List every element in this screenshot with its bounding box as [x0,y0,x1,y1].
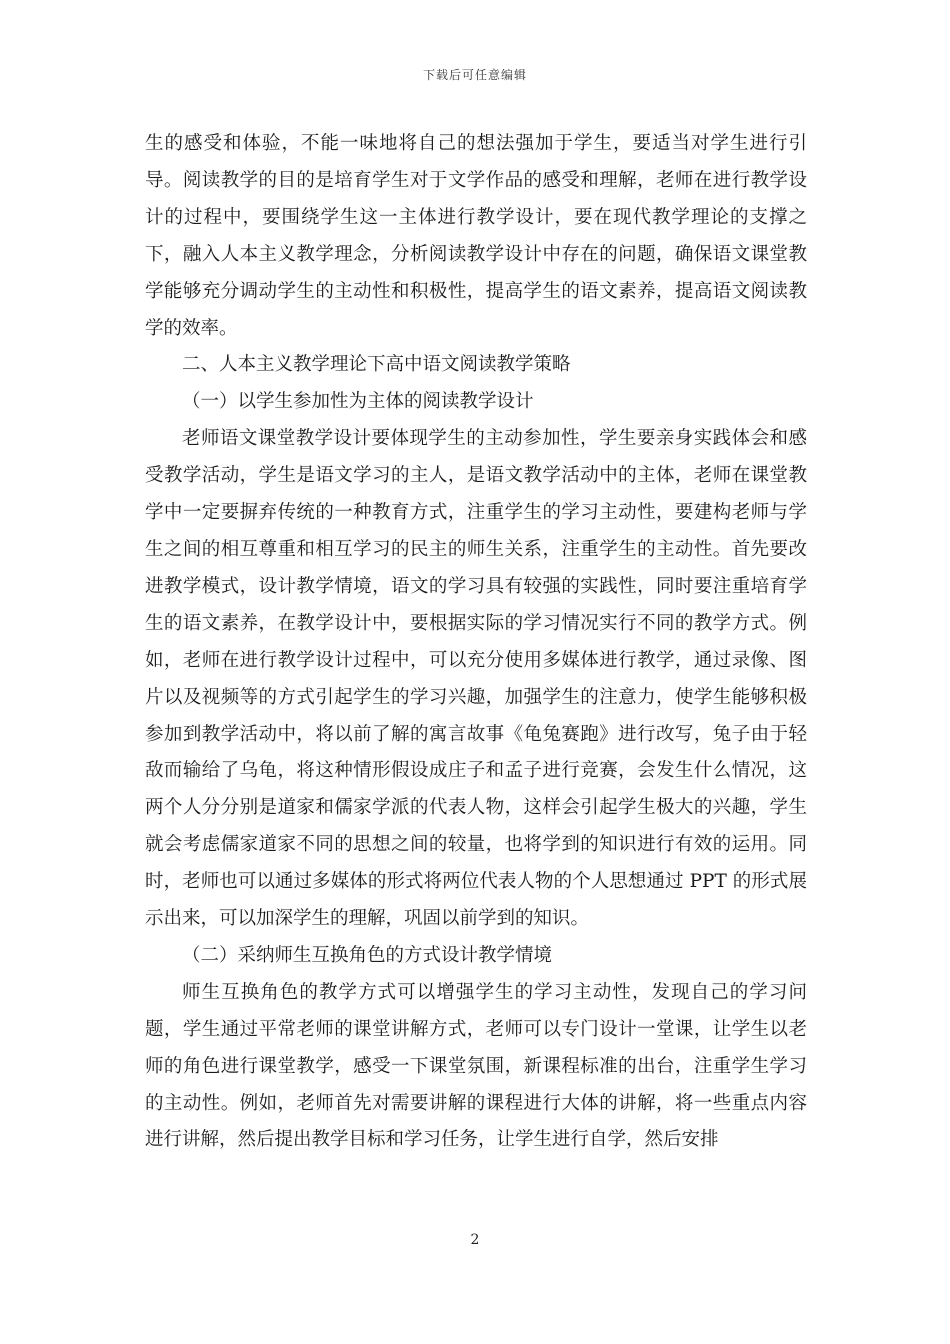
document-body [145,126,807,1159]
page-number: 2 [470,1232,480,1248]
page-header: 下载后可任意编辑 [422,68,527,82]
section-heading: 二、人本主义教学理论下高中语文阅读教学策略 [182,354,571,376]
paragraph-continuation: 生的感受和体验，不能一味地将自己的想法强加于学生，要适当对学生进行引导。阅读教学的目的是培育学生对于文学作品的感受和理解，老师在进行教学设计的过程中，要围绕学生这一主体进行教学设计，要在现代教学理论的支撑之下，融入人本主义教学理念，分析阅读教学设计中存在的问题，确保语文课堂教学能够充分调动学生的主动性和积极性，提高学生的语文素养，提高语文阅读教学的效率。 [145,133,807,339]
paragraph-body-1: 老师语文课堂教学设计要体现学生的主动参加性，学生要亲身实践体会和感受教学活动，学生是语文学习的主人，是语文教学活动中的主体，老师在课堂教学中一定要摒弃传统的一种教育方式，注重学生的学习主动性，要建构老师与学生之间的相互尊重和相互学习的民主的师生关系，注重学生的主动性。首先要改进教学模式，设计教学情境，语文的学习具有较强的实践性，同时要注重培育学生的语文素养，在教学设计中，要根据实际的学习情况实行不同的教学方式。例如，老师在进行教学设计过程中，可以充分使用多媒体进行教学，通过录像、图片以及视频等的方式引起学生的学习兴趣，加强学生的注意力，使学生能够积极参加到教学活动中，将以前了解的寓言故事《龟兔赛跑》进行改写，兔子由于轻敌而输给了乌龟，将这种情形假设成庄子和孟子进行竞赛，会发生什么情况，这两个人分分别是道家和儒家学派的代表人物，这样会引起学生极大的兴趣，学生就会考虑儒家道家不同的思想之间的较量，也将学到的知识进行有效的运用。同时，老师也可以通过多媒体的形式将两位代表人物的个人思想通过 PPT 的形式展示出来，可以加深学生的理解，巩固以前学到的知识。 [145,428,807,930]
subsection-heading-2: （二）采纳师生互换角色的方式设计教学情境 [182,944,553,966]
subsection-heading-1: （一）以学生参加性为主体的阅读教学设计 [182,391,534,413]
paragraph-body-2: 师生互换角色的教学方式可以增强学生的学习主动性，发现自己的学习问题，学生通过平常老师的课堂讲解方式，老师可以专门设计一堂课，让学生以老师的角色进行课堂教学，感受一下课堂氛围，新课程标准的出台，注重学生学习的主动性。例如，老师首先对需要讲解的课程进行大体的讲解，将一些重点内容进行讲解，然后提出教学目标和学习任务，让学生进行自学，然后安排 [145,981,807,1151]
